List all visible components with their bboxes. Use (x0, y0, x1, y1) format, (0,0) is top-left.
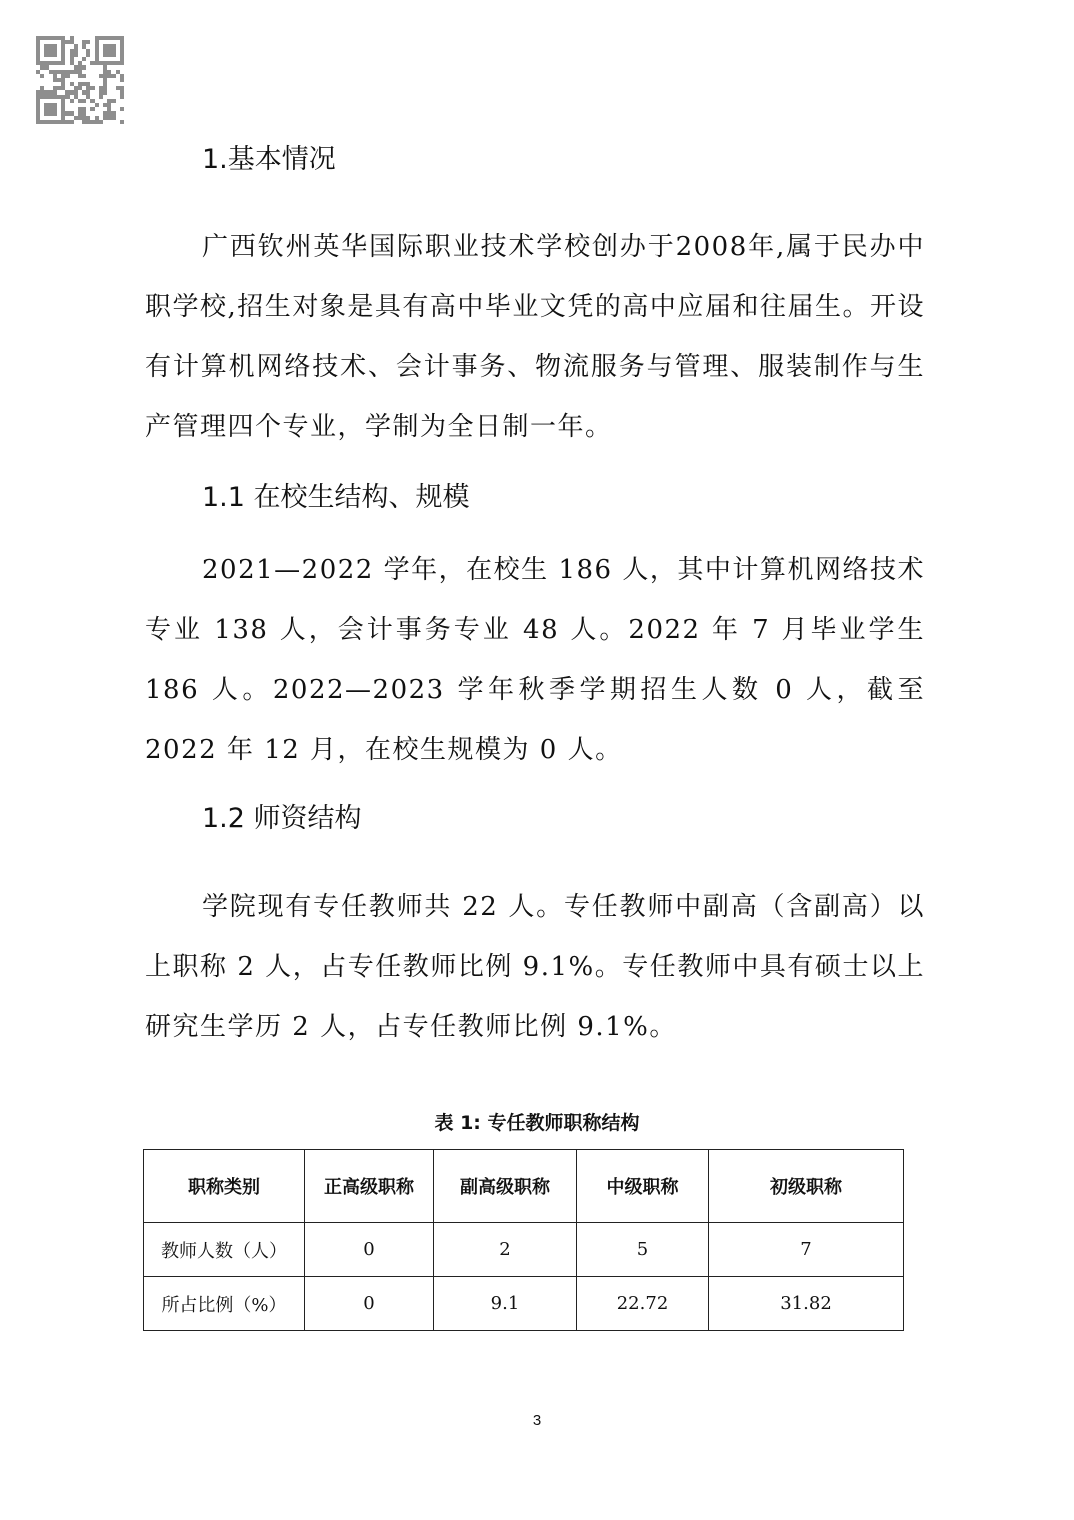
table-cell: 31.82 (709, 1277, 904, 1331)
qr-code-image (36, 36, 124, 124)
table-header-cell: 初级职称 (709, 1150, 904, 1223)
paragraph-basic-info: 广西钦州英华国际职业技术学校创办于2008年,属于民办中职学校,招生对象是具有高中毕业文凭的高中应届和往届生。开设有计算机网络技术、会计事务、物流服务与管理、服装制作与生产管理四个专业，学制为全日制一年。 (145, 232, 925, 442)
table-header-cell: 职称类别 (144, 1150, 305, 1223)
table-cell: 5 (577, 1223, 709, 1277)
table-cell: 22.72 (577, 1277, 709, 1331)
table-header-cell: 正高级职称 (305, 1150, 434, 1223)
table-header-cell: 中级职称 (577, 1150, 709, 1223)
table-row (144, 1223, 904, 1277)
table-cell: 9.1 (434, 1277, 577, 1331)
heading-student-structure: 1.1 在校生结构、规模 (202, 482, 470, 513)
table-header-row (144, 1150, 904, 1223)
table-caption: 表 1: 专任教师职称结构 (434, 1112, 640, 1134)
page-number: 3 (532, 1412, 542, 1429)
table-cell: 0 (305, 1223, 434, 1277)
faculty-title-table (143, 1149, 904, 1331)
table-cell: 教师人数（人） (144, 1223, 305, 1277)
table-cell: 0 (305, 1277, 434, 1331)
table-cell: 7 (709, 1223, 904, 1277)
table-row (144, 1277, 904, 1331)
heading-faculty-structure: 1.2 师资结构 (202, 803, 362, 834)
heading-basic-info: 1.基本情况 (202, 144, 336, 175)
paragraph-student-structure: 2021—2022 学年，在校生 186 人，其中计算机网络技术专业 138 人，会计事务专业 48 人。2022 年 7 月毕业学生 186 人。2022—2023 学年秋季学期招生人数 0 人，截至 2022 年 12 月，在校生规模为 0 人。 (145, 555, 925, 765)
table-header-cell: 副高级职称 (434, 1150, 577, 1223)
paragraph-faculty-structure: 学院现有专任教师共 22 人。专任教师中副高（含副高）以上职称 2 人，占专任教师比例 9.1%。专任教师中具有硕士以上研究生学历 2 人，占专任教师比例 9.1%。 (145, 892, 925, 1042)
table-cell: 所占比例（%） (144, 1277, 305, 1331)
table-cell: 2 (434, 1223, 577, 1277)
